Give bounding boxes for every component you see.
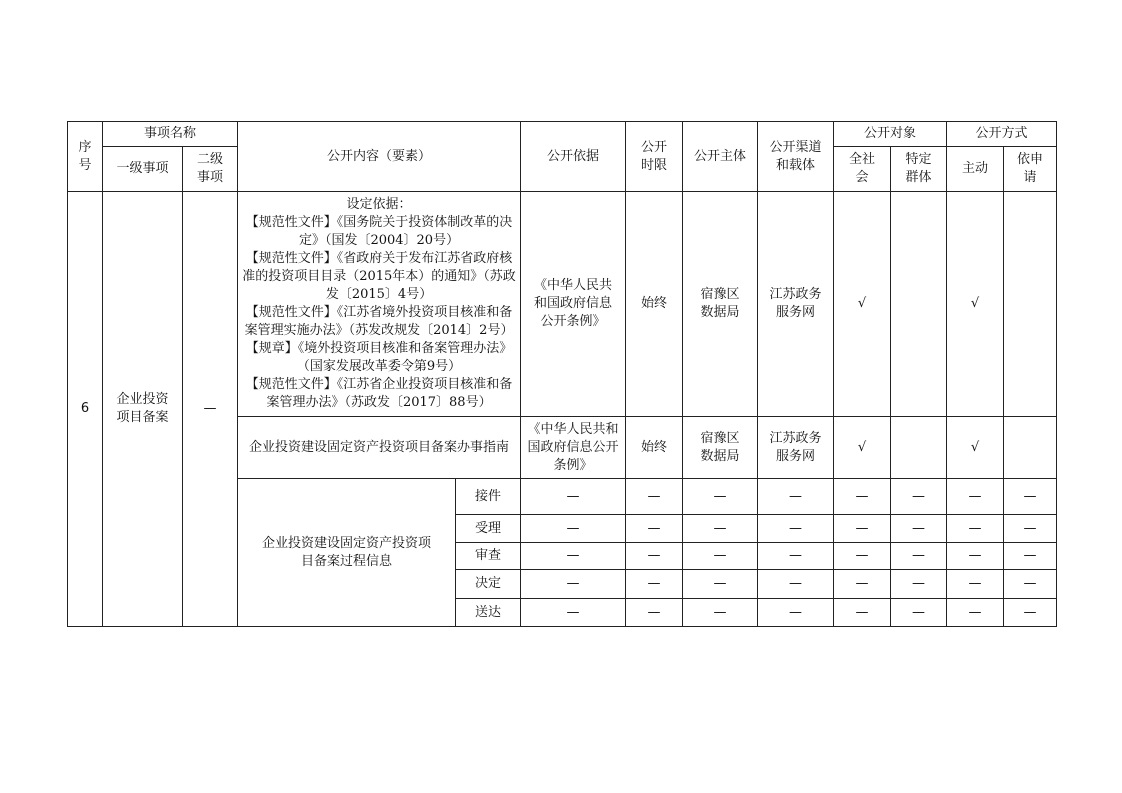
process-label: 企业投资建设固定资产投资项 目备案过程信息: [238, 479, 456, 627]
dash-cell: —: [834, 479, 891, 515]
dash-cell: —: [891, 479, 947, 515]
dash-cell: —: [626, 515, 683, 543]
dash-cell: —: [521, 599, 626, 627]
basis-cell: 《中华人民共和 国政府信息公开 条例》: [521, 417, 626, 479]
header-channel: 公开渠道 和载体: [758, 122, 834, 192]
header-target: 公开对象: [834, 122, 947, 147]
target-all-cell: √: [834, 417, 891, 479]
row-level1: 企业投资 项目备案: [103, 192, 183, 627]
row-level2: —: [183, 192, 238, 627]
dash-cell: —: [891, 599, 947, 627]
dash-cell: —: [758, 515, 834, 543]
row-seq: 6: [68, 192, 103, 627]
dash-cell: —: [834, 599, 891, 627]
header-method: 公开方式: [947, 122, 1057, 147]
dash-cell: —: [521, 570, 626, 599]
method-request-cell: [1004, 192, 1057, 417]
dash-cell: —: [947, 543, 1004, 570]
method-request-cell: [1004, 417, 1057, 479]
dash-cell: —: [1004, 599, 1057, 627]
dash-cell: —: [1004, 570, 1057, 599]
header-time-limit: 公开 时限: [626, 122, 683, 192]
dash-cell: —: [758, 543, 834, 570]
time-limit-cell: 始终: [626, 417, 683, 479]
header-item-name: 事项名称: [103, 122, 238, 147]
dash-cell: —: [626, 599, 683, 627]
dash-cell: —: [683, 543, 758, 570]
method-active-cell: √: [947, 192, 1004, 417]
dash-cell: —: [758, 479, 834, 515]
process-step-name: 接件: [456, 479, 521, 515]
dash-cell: —: [891, 515, 947, 543]
header-subject: 公开主体: [683, 122, 758, 192]
process-step-name: 决定: [456, 570, 521, 599]
dash-cell: —: [521, 479, 626, 515]
channel-cell: 江苏政务 服务网: [758, 192, 834, 417]
header-target-specific: 特定 群体: [891, 147, 947, 192]
dash-cell: —: [1004, 479, 1057, 515]
method-active-cell: √: [947, 417, 1004, 479]
dash-cell: —: [521, 515, 626, 543]
dash-cell: —: [1004, 515, 1057, 543]
dash-cell: —: [891, 543, 947, 570]
time-limit-cell: 始终: [626, 192, 683, 417]
header-basis: 公开依据: [521, 122, 626, 192]
channel-cell: 江苏政务 服务网: [758, 417, 834, 479]
dash-cell: —: [834, 515, 891, 543]
header-level1: 一级事项: [103, 147, 183, 192]
target-specific-cell: [891, 192, 947, 417]
dash-cell: —: [758, 599, 834, 627]
basis-cell: 《中华人民共 和国政府信息 公开条例》: [521, 192, 626, 417]
dash-cell: —: [834, 570, 891, 599]
dash-cell: —: [758, 570, 834, 599]
dash-cell: —: [891, 570, 947, 599]
header-seq: 序 号: [68, 122, 103, 192]
process-step-name: 审查: [456, 543, 521, 570]
dash-cell: —: [1004, 543, 1057, 570]
target-specific-cell: [891, 417, 947, 479]
dash-cell: —: [947, 479, 1004, 515]
dash-cell: —: [626, 543, 683, 570]
header-method-request: 依申 请: [1004, 147, 1057, 192]
process-step-name: 送达: [456, 599, 521, 627]
dash-cell: —: [683, 599, 758, 627]
process-step-name: 受理: [456, 515, 521, 543]
subject-cell: 宿豫区 数据局: [683, 192, 758, 417]
header-target-all: 全社 会: [834, 147, 891, 192]
header-level2: 二级 事项: [183, 147, 238, 192]
table-row: [68, 192, 1057, 417]
dash-cell: —: [626, 479, 683, 515]
content-legal-basis: 设定依据： 【规范性文件】《国务院关于投资体制改革的决定》（国发〔2004〕20号） 【规范性文件】《省政府关于发布江苏省政府核准的投资项目目录（2015年本）的通知》（苏政发〔2015〕4号） 【规范性文件】《江苏省境外投资项目核准和备案管理实施办法》（苏发改规发〔2014〕2号） 【规章】《境外投资项目核准和备案管理办法》（国家发展改革委令第9号） 【规范性文件】《江苏省企业投资项目核准和备案管理办法》（苏政发〔2017〕88号）: [238, 192, 521, 417]
dash-cell: —: [626, 570, 683, 599]
dash-cell: —: [834, 543, 891, 570]
target-all-cell: √: [834, 192, 891, 417]
header-row-1: [68, 122, 1057, 147]
dash-cell: —: [947, 515, 1004, 543]
header-content: 公开内容（要素）: [238, 122, 521, 192]
dash-cell: —: [521, 543, 626, 570]
content-guide: 企业投资建设固定资产投资项目备案办事指南: [238, 417, 521, 479]
dash-cell: —: [683, 570, 758, 599]
dash-cell: —: [947, 570, 1004, 599]
dash-cell: —: [947, 599, 1004, 627]
header-method-active: 主动: [947, 147, 1004, 192]
dash-cell: —: [683, 479, 758, 515]
subject-cell: 宿豫区 数据局: [683, 417, 758, 479]
disclosure-table: [67, 121, 1057, 627]
dash-cell: —: [683, 515, 758, 543]
